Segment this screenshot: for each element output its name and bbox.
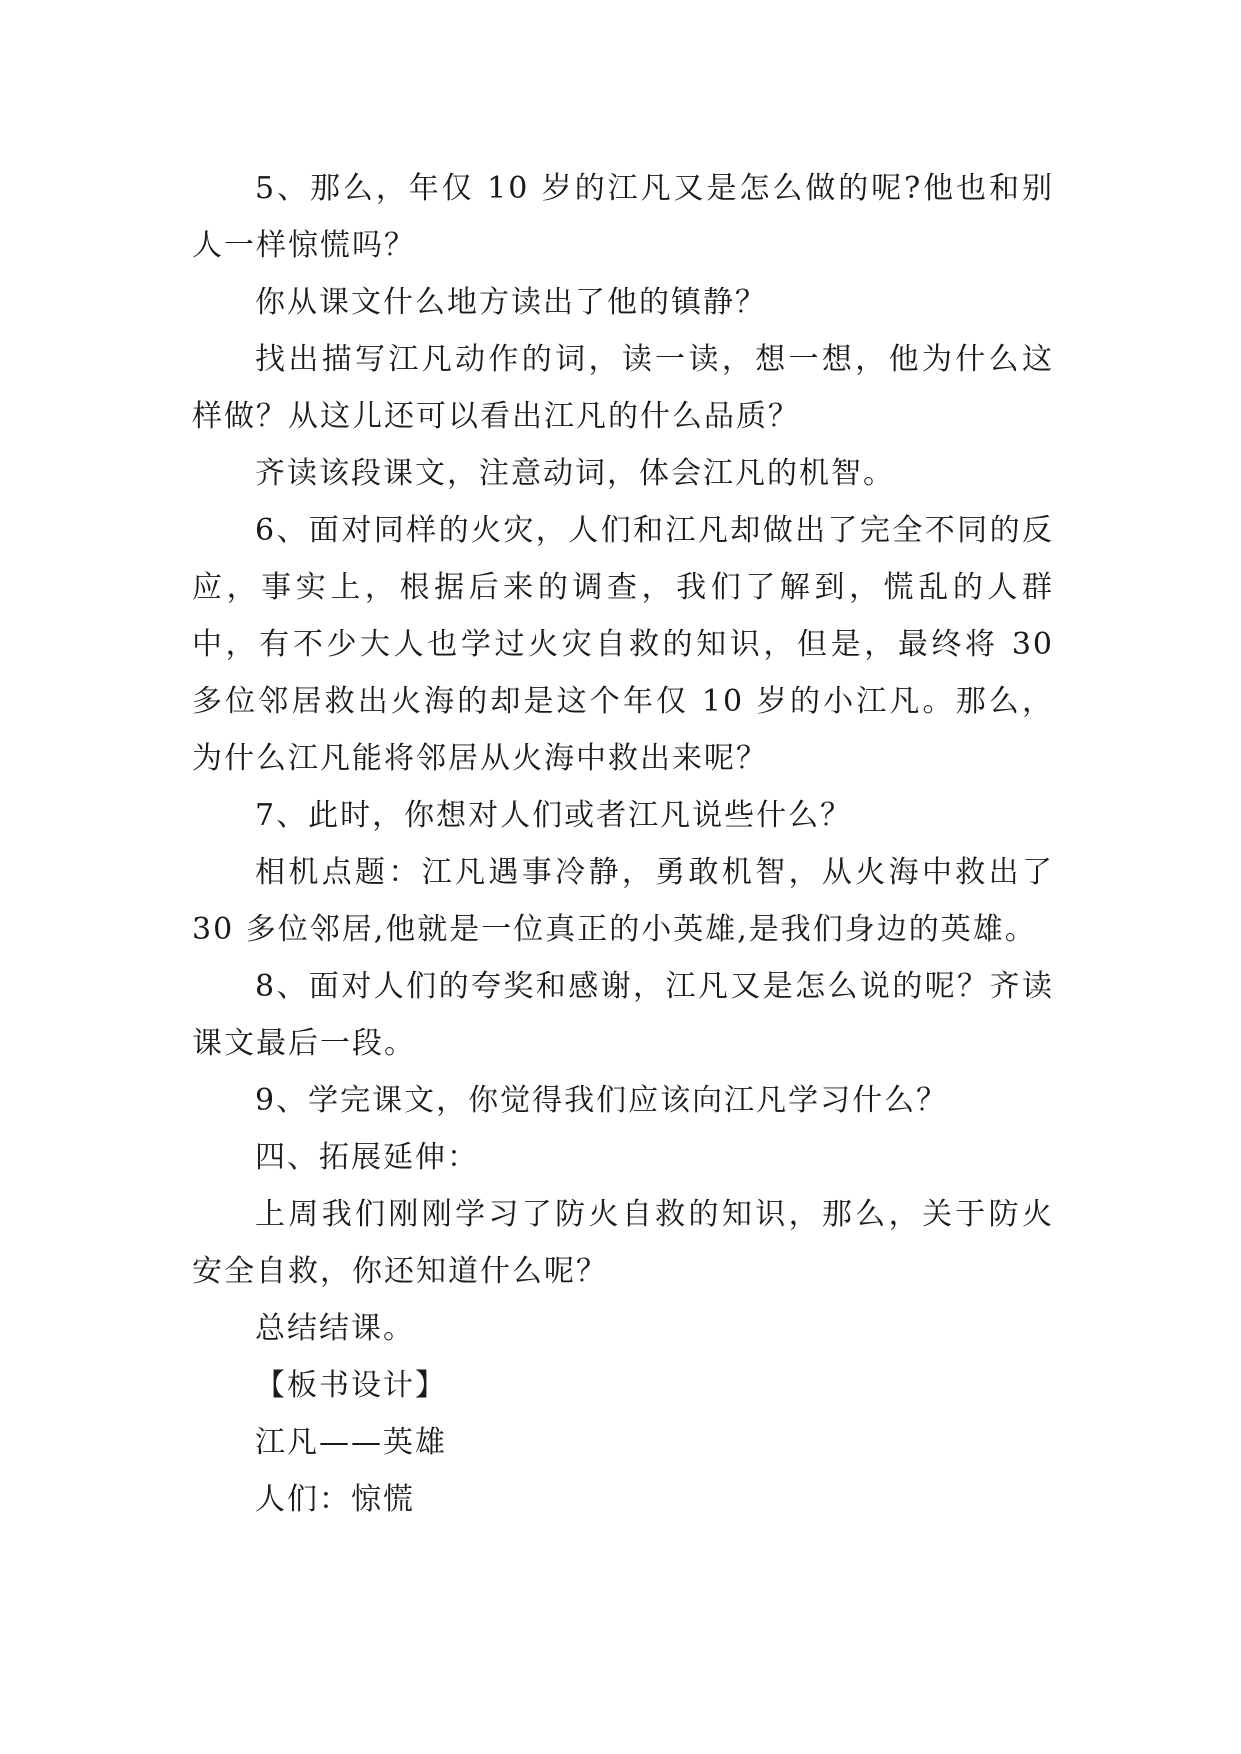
paragraph-question-9: 9、学完课文，你觉得我们应该向江凡学习什么？ [255, 1083, 949, 1118]
paragraph-fire-safety: 上周我们刚刚学习了防火自救的知识，那么，关于防火安全自救，你还知道什么呢？ [192, 1197, 1054, 1289]
paragraph-theme-summary: 相机点题：江凡遇事冷静，勇敢机智，从火海中救出了 30 多位邻居,他就是一位真正的小英雄,是我们身边的英雄。 [192, 855, 1054, 947]
section-heading-board-design: 【板书设计】 [255, 1368, 447, 1403]
section-heading-extension: 四、拓展延伸： [255, 1140, 479, 1175]
document-body [192, 160, 1054, 1528]
paragraph-question-5: 5、那么，年仅 10 岁的江凡又是怎么做的呢?他也和别人一样惊慌吗？ [192, 171, 1054, 263]
paragraph-question-7: 7、此时，你想对人们或者江凡说些什么？ [255, 798, 853, 833]
paragraph-conclusion: 总结结课。 [255, 1311, 415, 1346]
paragraph-calm-question: 你从课文什么地方读出了他的镇静？ [255, 285, 767, 320]
paragraph-action-words: 找出描写江凡动作的词，读一读，想一想，他为什么这样做？从这儿还可以看出江凡的什么品质？ [192, 342, 1054, 434]
board-line-people: 人们：惊慌 [255, 1482, 415, 1517]
board-line-hero: 江凡——英雄 [255, 1425, 447, 1460]
paragraph-question-8: 8、面对人们的夸奖和感谢，江凡又是怎么说的呢？齐读课文最后一段。 [192, 969, 1054, 1061]
paragraph-question-6: 6、面对同样的火灾，人们和江凡却做出了完全不同的反应，事实上，根据后来的调查，我们了解到，慌乱的人群中，有不少大人也学过火灾自救的知识，但是，最终将 30 多位邻居救出火海的却是这个年仅 10 岁的小江凡。那么，为什么江凡能将邻居从火海中救出来呢？ [192, 513, 1054, 776]
paragraph-read-together: 齐读该段课文，注意动词，体会江凡的机智。 [255, 456, 895, 491]
